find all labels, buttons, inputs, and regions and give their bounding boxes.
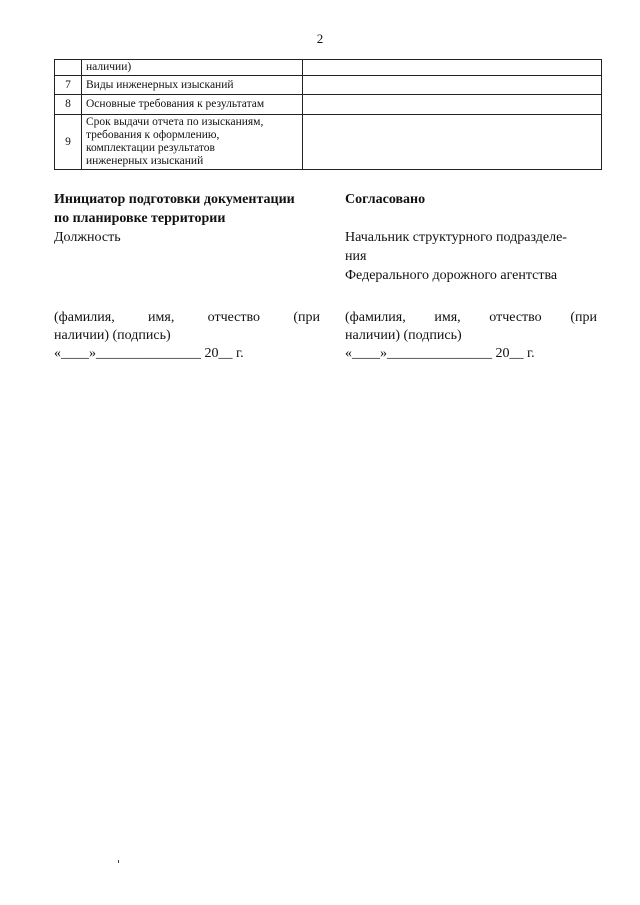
scan-speck [118, 860, 119, 863]
row-label-line: Срок выдачи отчета по изысканиям, [86, 116, 264, 128]
row-number: 9 [55, 115, 82, 170]
signature-caption-line1 [54, 309, 320, 327]
row-label-line: комплектации результатов [86, 142, 215, 154]
caption-word: отчество [207, 310, 261, 325]
caption-word: (фамилия, [54, 310, 115, 325]
approval-signature [345, 309, 597, 363]
approval-heading: Согласовано [345, 192, 426, 207]
initiator-position: Должность [54, 230, 121, 245]
signature-date: «____»_______________ 20__ г. [345, 346, 535, 361]
row-value [303, 60, 602, 76]
row-label: наличии) [82, 60, 303, 76]
table-row [55, 60, 602, 76]
signature-date: «____»_______________ 20__ г. [54, 346, 244, 361]
row-label-line: требования к оформлению, [86, 129, 220, 141]
row-label: Основные требования к результатам [82, 95, 303, 115]
row-label-line: инженерных изысканий [86, 155, 204, 167]
row-value [303, 76, 602, 95]
initiator-heading-line1: Инициатор подготовки документации [54, 192, 295, 207]
row-value [303, 95, 602, 115]
approval-position-line3: Федерального дорожного агентства [345, 268, 558, 283]
caption-word: (при [293, 310, 320, 325]
initiator-heading-line2: по планировке территории [54, 211, 226, 226]
caption-word: имя, [434, 310, 461, 325]
table-row [55, 95, 602, 115]
table-row [55, 115, 602, 170]
caption-word: (фамилия, [345, 310, 406, 325]
row-label: Виды инженерных изысканий [82, 76, 303, 95]
approval-block [345, 190, 597, 285]
signature-caption-line2: наличии) (подпись) [54, 328, 171, 343]
row-number: 8 [55, 95, 82, 115]
signature-caption-line1 [345, 309, 597, 327]
row-number: 7 [55, 76, 82, 95]
initiator-block [54, 190, 320, 247]
initiator-signature [54, 309, 320, 363]
page-number: 2 [316, 31, 324, 46]
caption-word: имя, [148, 310, 175, 325]
table-row [55, 76, 602, 95]
row-label [82, 115, 303, 170]
row-value [303, 115, 602, 170]
signature-caption-line2: наличии) (подпись) [345, 328, 462, 343]
requirements-table [54, 59, 602, 170]
approval-position-line1: Начальник структурного подразделе- [345, 230, 567, 245]
caption-word: (при [570, 310, 597, 325]
row-number [55, 60, 82, 76]
approval-position-line2: ния [345, 249, 367, 264]
caption-word: отчество [489, 310, 542, 325]
